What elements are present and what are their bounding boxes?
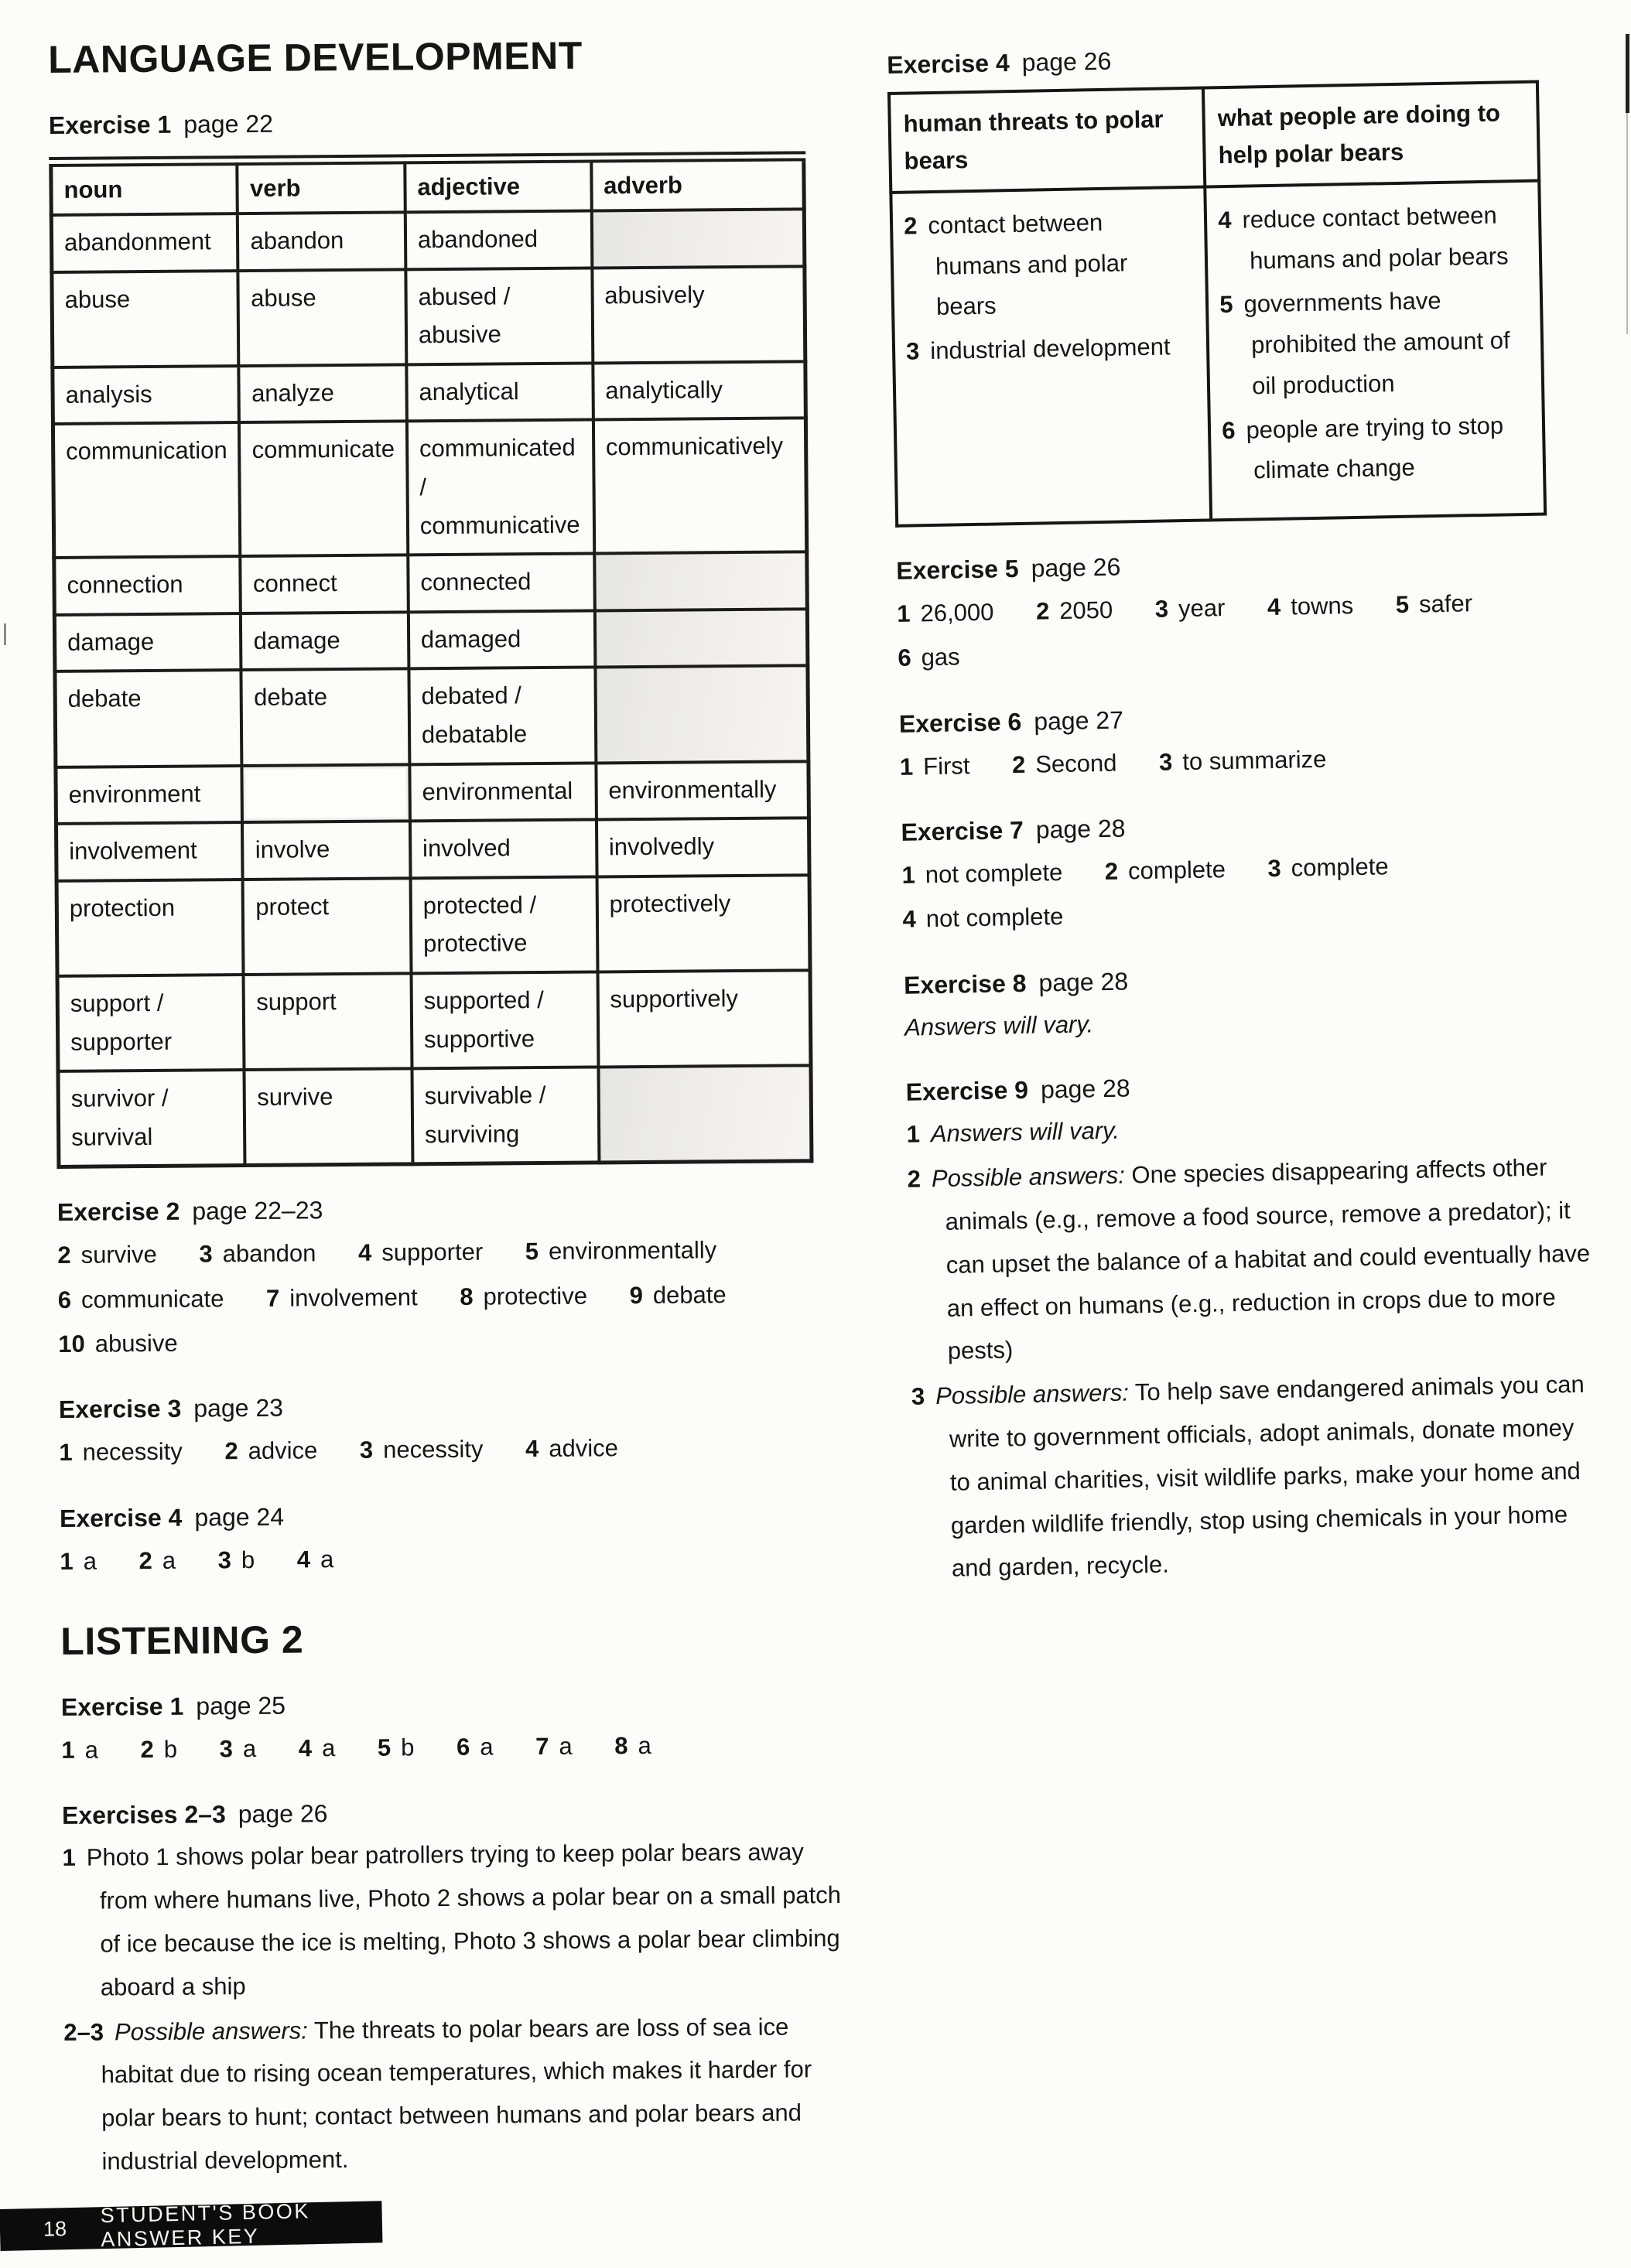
answer-item <box>1395 589 1472 618</box>
table-row <box>58 1065 812 1166</box>
table-cell: abandonment <box>51 213 238 272</box>
answer-text: b <box>400 1733 415 1761</box>
threats-items <box>904 201 1196 373</box>
answer-item <box>58 1285 224 1313</box>
table-body-row <box>891 181 1545 526</box>
table-cell: connect <box>241 555 409 613</box>
table-row <box>52 266 805 367</box>
answer-item <box>61 1737 98 1764</box>
answer-item <box>525 1237 717 1266</box>
answer-text: a <box>480 1733 494 1761</box>
threats-cell <box>891 187 1211 526</box>
answer-text: abandon <box>222 1239 316 1268</box>
answer-text: environmentally <box>548 1236 717 1266</box>
scan-edge-artifact <box>1626 113 1628 334</box>
answer-item <box>58 1330 178 1358</box>
exercise-page-ref: page 22 <box>183 109 274 138</box>
answer-item <box>900 752 970 780</box>
answer-number: 6 <box>57 1286 72 1313</box>
exercise-9-heading <box>905 1066 1590 1107</box>
table-cell: environmentally <box>596 761 809 820</box>
exercise-page-ref: page 28 <box>1035 814 1126 844</box>
exercise-page-ref: page 24 <box>194 1502 285 1532</box>
answer-number: 3 <box>911 1382 925 1410</box>
exercise-label: Exercises 2–3 <box>61 1800 226 1830</box>
answer-number: 3 <box>219 1735 234 1763</box>
table-row <box>57 970 811 1071</box>
listening-exercises-2-3-heading <box>62 1795 856 1830</box>
answer-text: involvement <box>289 1283 418 1312</box>
answer-text: b <box>163 1735 178 1763</box>
table-cell <box>595 666 809 763</box>
answer-text: not complete <box>925 858 1063 889</box>
answer-number: 1 <box>60 1547 74 1575</box>
answer-number: 8 <box>614 1732 628 1760</box>
answer-text: gas <box>921 643 960 671</box>
exercise-5-heading <box>896 545 1581 586</box>
exercise-4-heading <box>60 1498 853 1533</box>
answer-item <box>535 1733 573 1760</box>
answer-item <box>299 1734 336 1761</box>
answer-item <box>224 1437 317 1465</box>
exercise-label: Exercise 7 <box>901 815 1024 846</box>
answer-number: 1 <box>62 1844 76 1872</box>
listening-exercise-1-heading <box>61 1687 855 1722</box>
answer-paragraph: 2 contact between humans and polar bears <box>903 209 1128 321</box>
table-row <box>56 875 810 976</box>
table-header-row <box>889 82 1539 193</box>
answer-text: protective <box>483 1282 588 1310</box>
exercise-7-answers <box>901 841 1587 942</box>
answer-number: 2 <box>1035 597 1050 625</box>
table-cell: debate <box>241 669 409 766</box>
exercise-label: Exercise 4 <box>59 1503 183 1532</box>
table-cell: involvement <box>56 822 243 880</box>
table-cell <box>591 209 804 268</box>
answer-item <box>1159 745 1327 775</box>
answer-number: 1 <box>901 861 916 889</box>
exercise-2-answers <box>57 1227 852 1366</box>
answer-number: 2 <box>903 212 918 240</box>
table-cell: analyze <box>239 364 407 422</box>
italic-lead-in: Answers will vary. <box>930 1117 1120 1148</box>
column-header-noun: noun <box>51 161 238 215</box>
exercise-1-heading <box>49 105 843 140</box>
answer-item <box>140 1736 177 1763</box>
answer-paragraph: 3 industrial development <box>905 333 1171 365</box>
answer-item <box>1012 749 1117 777</box>
answer-number: 4 <box>298 1734 313 1762</box>
answer-paragraph: 5 governments have prohibited the amount of oil production <box>1219 287 1510 400</box>
answer-text: a <box>242 1734 257 1763</box>
column-header-verb: verb <box>238 159 405 213</box>
exercise-8-note: Answers will vary. <box>904 1009 1094 1041</box>
exercise-label: Exercise 2 <box>56 1197 180 1227</box>
answer-text: advice <box>549 1434 619 1463</box>
table-row <box>51 209 805 272</box>
word-forms-table <box>49 151 813 1169</box>
listening-exercise-1-answers <box>61 1722 855 1772</box>
answer-item <box>901 859 1062 889</box>
answer-number: 6 <box>1221 416 1236 444</box>
answer-paragraph: 1 Photo 1 shows polar bear patrollers trying to keep polar bears away from where humans live, Photo 2 shows a polar bear on a small patch of ice because the ice is melting, Photo 3 shows a polar bear climbing aboard a ship <box>62 1838 842 2001</box>
exercise-label: Exercise 8 <box>903 968 1027 999</box>
column-header-adjective: adjective <box>405 158 591 212</box>
answer-number: 4 <box>1217 206 1232 234</box>
answer-text: advice <box>248 1436 318 1465</box>
table-cell: support / supporter <box>57 975 244 1071</box>
exercise-3-heading <box>59 1389 853 1424</box>
table-cell: survivor / survival <box>58 1070 245 1167</box>
table-cell: survivable / surviving <box>412 1067 599 1165</box>
column-header-threats: human threats to polar bears <box>889 88 1205 193</box>
answer-text: year <box>1178 594 1226 623</box>
answer-text: to summarize <box>1181 745 1327 775</box>
table-cell: debated / debatable <box>409 668 596 764</box>
table-cell: abandoned <box>405 210 592 268</box>
section-title-listening-2: LISTENING 2 <box>60 1617 304 1663</box>
answer-text: a <box>83 1547 97 1575</box>
answer-number: 6 <box>456 1733 470 1761</box>
answer-item <box>902 903 1063 933</box>
answer-number: 7 <box>535 1732 549 1761</box>
answer-item <box>358 1238 483 1266</box>
exercise-3-answers <box>59 1424 853 1474</box>
table-cell: connected <box>408 554 594 612</box>
answer-paragraph: 6 people are trying to stop climate change <box>1221 412 1504 484</box>
answer-item <box>460 1282 587 1310</box>
table-cell: involved <box>410 820 597 878</box>
help-cell <box>1205 181 1545 521</box>
answer-item <box>1036 596 1113 625</box>
answer-text: Second <box>1034 749 1117 778</box>
answer-text: necessity <box>383 1435 484 1464</box>
answer-item <box>60 1547 97 1574</box>
answer-number: 3 <box>1267 854 1282 883</box>
exercise-page-ref: page 28 <box>1038 967 1129 997</box>
answer-number: 1 <box>906 1120 921 1149</box>
answer-text: a <box>162 1546 176 1574</box>
scan-edge-artifact <box>1626 34 1629 113</box>
exercise-9-answers <box>906 1101 1599 1591</box>
answer-item <box>1267 592 1354 620</box>
exercise-label: Exercise 1 <box>60 1692 184 1721</box>
scan-edge-artifact <box>4 623 6 645</box>
answer-text: debate <box>652 1280 727 1309</box>
answer-item <box>218 1546 255 1573</box>
italic-lead-in: Possible answers: <box>935 1378 1130 1410</box>
answer-item <box>629 1281 726 1309</box>
table-header-row <box>51 156 805 215</box>
table-row <box>55 666 809 767</box>
answer-item <box>378 1733 415 1761</box>
answer-paragraph: 2 Possible answers: One species disappearing affects other animals (e.g., remove a food source, remove a predator); it can upset the balance of a habitat and could eventually have an effect on humans (e.g., reduction in crops due to more pests) <box>907 1153 1591 1365</box>
answer-text: towns <box>1290 591 1354 620</box>
section-title-language-development: LANGUAGE DEVELOPMENT <box>48 33 583 81</box>
answer-item <box>266 1283 418 1312</box>
table-cell: abusively <box>592 266 805 363</box>
answer-number: 1 <box>899 753 914 780</box>
answer-paragraph: 2–3 Possible answers: The threats to polar bears are loss of sea ice habitat due to rising ocean temperatures, which makes it harder for polar bears to hunt; contact between humans and polar bears and industrial development. <box>63 2013 812 2175</box>
exercise-4-p26-heading <box>887 39 1571 80</box>
answer-text: a <box>84 1736 99 1764</box>
answer-item <box>525 1435 618 1463</box>
answer-number: 7 <box>265 1284 280 1312</box>
answer-number: 3 <box>199 1240 213 1268</box>
table-cell: protection <box>56 880 244 976</box>
table-cell: supported / supportive <box>411 972 598 1068</box>
answer-number: 5 <box>1219 291 1233 319</box>
answer-text: a <box>321 1734 336 1762</box>
table-cell: supportively <box>597 970 811 1067</box>
answer-item <box>456 1733 494 1761</box>
answer-number: 4 <box>296 1546 311 1573</box>
table-cell <box>595 609 808 668</box>
table-cell <box>594 552 807 610</box>
answer-number: 4 <box>902 905 917 934</box>
table-cell: damaged <box>409 610 595 668</box>
answer-item <box>360 1436 484 1464</box>
answer-item <box>219 1735 256 1762</box>
answer-text: a <box>559 1732 573 1760</box>
exercise-2-heading <box>57 1192 851 1227</box>
answer-text: 2050 <box>1058 596 1113 624</box>
help-items <box>1218 195 1533 492</box>
answer-number: 2 <box>1104 857 1119 885</box>
answer-text: abusive <box>94 1329 178 1358</box>
answer-number: 5 <box>377 1733 392 1761</box>
answer-number: 5 <box>1395 590 1410 618</box>
answer-number: 2 <box>138 1546 152 1574</box>
exercise-4-answers <box>60 1533 853 1583</box>
answer-number: 2 <box>1011 750 1026 778</box>
table-cell: abandon <box>238 212 405 270</box>
exercise-6-heading <box>899 697 1584 738</box>
answer-text: not complete <box>925 903 1064 933</box>
table-cell: protected / protective <box>410 876 597 973</box>
answer-item <box>59 1438 183 1466</box>
footer-bar <box>0 2201 382 2251</box>
answer-item <box>1267 852 1389 882</box>
table-cell: analytically <box>593 361 805 420</box>
table-row <box>54 552 808 614</box>
italic-lead-in: Possible answers: <box>931 1161 1126 1193</box>
right-column <box>887 39 1599 1593</box>
answer-number: 2 <box>224 1437 238 1465</box>
table-cell: communication <box>53 422 240 558</box>
answer-item <box>898 644 960 671</box>
table-cell: support <box>244 973 412 1070</box>
table-cell: protect <box>243 878 411 975</box>
table-cell: debate <box>55 670 242 767</box>
answer-number: 10 <box>58 1330 85 1358</box>
table-cell: survive <box>244 1068 412 1165</box>
answer-item <box>138 1546 176 1573</box>
answer-number: 3 <box>359 1436 374 1464</box>
exercise-page-ref: page 28 <box>1040 1074 1130 1104</box>
answer-text: survive <box>80 1241 157 1269</box>
exercise-label: Exercise 4 <box>887 49 1010 79</box>
table-cell: environment <box>56 766 243 824</box>
answer-text: a <box>320 1545 334 1573</box>
page-number: 18 <box>43 2216 67 2241</box>
answer-item <box>1105 856 1226 885</box>
answer-number: 1 <box>61 1736 75 1764</box>
answer-paragraph: 4 reduce contact between humans and polar bears <box>1217 201 1509 275</box>
table-row <box>53 418 806 558</box>
exercise-label: Exercise 9 <box>905 1076 1029 1107</box>
table-cell: communicatively <box>593 418 807 554</box>
table-cell: abused / abusive <box>405 268 593 364</box>
exercise-label: Exercise 6 <box>898 707 1022 738</box>
answer-text: First <box>922 751 970 780</box>
answer-number: 2–3 <box>63 2018 104 2046</box>
answer-number: 5 <box>525 1238 539 1266</box>
answer-item <box>897 598 994 627</box>
table-cell: involve <box>242 821 410 879</box>
answer-text: complete <box>1127 856 1226 885</box>
answer-text: communicate <box>80 1284 224 1313</box>
table-cell: protectively <box>597 875 810 972</box>
answer-number: 6 <box>898 644 911 672</box>
answer-text: 26,000 <box>920 598 994 627</box>
footer-title: STUDENT'S BOOK ANSWER KEY <box>100 2199 311 2252</box>
answer-item <box>297 1546 334 1573</box>
answer-number: 9 <box>629 1281 643 1309</box>
exercise-7-heading <box>901 806 1585 847</box>
answer-number: 4 <box>525 1435 539 1463</box>
answer-number: 4 <box>1267 593 1281 621</box>
answer-number: 2 <box>907 1165 921 1193</box>
table-cell <box>242 764 410 822</box>
answer-text: supporter <box>381 1238 484 1266</box>
exercise-page-ref: page 27 <box>1033 705 1124 736</box>
answer-number: 2 <box>140 1735 154 1764</box>
table-cell: damage <box>241 612 409 670</box>
polar-bears-table <box>887 80 1547 528</box>
table-cell: communicated / communicative <box>407 420 594 555</box>
table-cell <box>598 1065 812 1163</box>
table-cell: environmental <box>409 763 596 821</box>
exercise-label: Exercise 1 <box>48 110 172 139</box>
exercise-page-ref: page 26 <box>238 1799 328 1829</box>
left-column <box>48 31 859 2185</box>
listening-exercises-2-3-answers <box>62 1830 858 2183</box>
table-cell: abuse <box>238 269 406 366</box>
answer-item <box>199 1240 316 1268</box>
answer-number: 4 <box>357 1239 372 1267</box>
exercise-page-ref: page 22–23 <box>192 1196 323 1225</box>
answer-text: b <box>241 1546 255 1573</box>
answer-number: 3 <box>217 1546 232 1573</box>
exercise-5-answers <box>897 579 1582 681</box>
exercise-page-ref: page 25 <box>196 1691 286 1720</box>
exercise-label: Exercise 5 <box>895 554 1019 585</box>
answer-paragraph: 3 Possible answers: To help save endangered animals you can write to government officials, adopt animals, donate money to animal charities, visit wildlife parks, make your home and garden wildlife friendly, stop using chemicals in your home and garden, recycle. <box>911 1370 1585 1583</box>
answer-text: necessity <box>82 1438 183 1467</box>
answer-item <box>57 1241 157 1269</box>
exercise-page-ref: page 26 <box>1021 46 1112 77</box>
table-cell: analytical <box>406 363 593 421</box>
answer-item <box>614 1732 651 1759</box>
column-header-adverb: adverb <box>591 156 804 211</box>
answer-number: 2 <box>57 1242 71 1269</box>
answer-number: 1 <box>897 599 911 627</box>
table-row <box>56 818 809 880</box>
italic-lead-in: Possible answers: <box>114 2016 308 2045</box>
exercise-page-ref: page 26 <box>1031 552 1121 582</box>
table-cell: damage <box>54 613 241 671</box>
table-cell: analysis <box>53 366 240 424</box>
exercise-page-ref: page 23 <box>193 1393 284 1423</box>
table-cell: communicate <box>239 422 408 556</box>
answer-text: a <box>638 1731 651 1760</box>
answer-number: 1 <box>59 1439 73 1467</box>
table-row <box>53 361 806 424</box>
answer-text: complete <box>1291 852 1389 882</box>
answer-text: safer <box>1418 589 1473 618</box>
table-cell: connection <box>54 556 241 614</box>
column-header-help: what people are doing to help polar bears <box>1203 82 1539 187</box>
table-cell: involvedly <box>597 818 809 876</box>
answer-number: 8 <box>460 1283 474 1310</box>
answer-number: 3 <box>1154 595 1169 623</box>
exercise-8-heading <box>904 958 1588 999</box>
table-row <box>54 609 808 671</box>
table-cell: abuse <box>52 271 239 367</box>
table-row <box>56 761 809 824</box>
exercise-label: Exercise 3 <box>58 1395 182 1424</box>
answer-number: 3 <box>905 337 920 365</box>
answer-number: 3 <box>1158 747 1173 776</box>
exercise-6-answers <box>899 732 1584 789</box>
answer-item <box>1154 594 1225 623</box>
